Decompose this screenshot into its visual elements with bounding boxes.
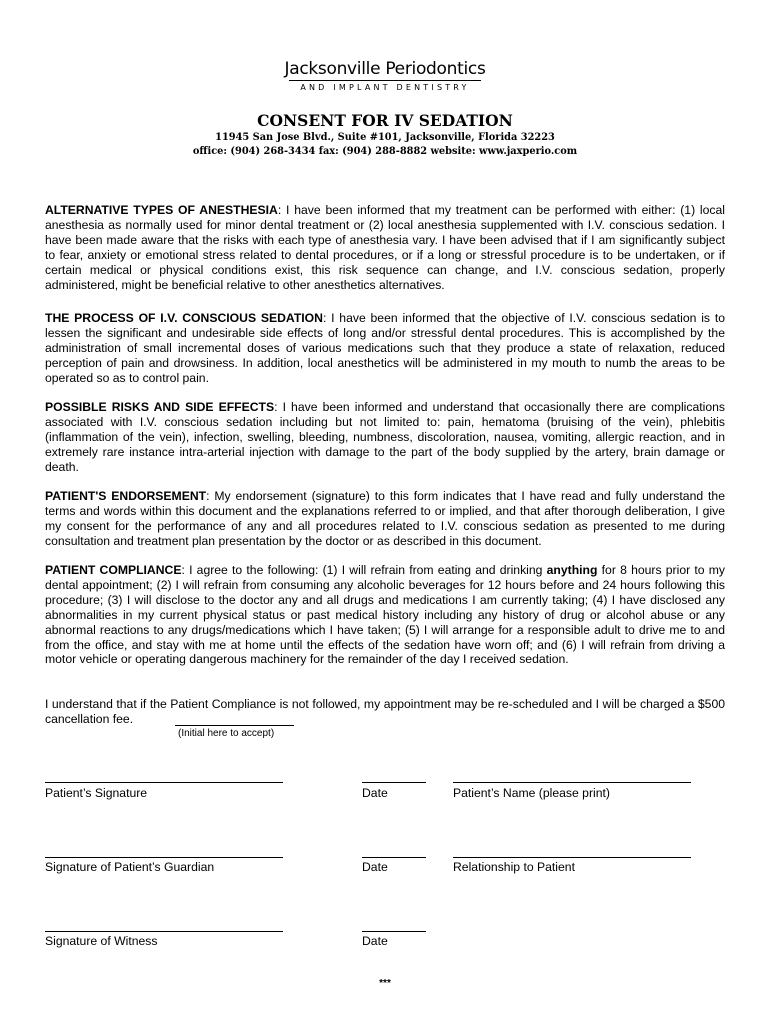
- section-text: : I have been informed that my treatment can be performed with either: (1) local anesthesia as normally used for minor dental treatment or (2) local anesthesia supplemented with I.V. conscious sedation. I have been made aware that the risks with each type of anesthesia vary. I have been advised that if I am significantly subject to fear, anxiety or emotional stress related to dental procedures, or if a long or stressful procedure is to be undertaken, or if certain medical or physical conditions exist, this risk sequence can change, and I.V. conscious sedation, properly administered, might be beneficial relative to other anesthetics alternatives.: [45, 203, 725, 292]
- practice-address: 11945 San Jose Blvd., Suite #101, Jacksonville, Florida 32223: [215, 132, 555, 143]
- guardian-signature-label: Signature of Patient’s Guardian: [45, 860, 215, 874]
- relationship-label: Relationship to Patient: [453, 860, 575, 874]
- initial-label: (Initial here to accept): [178, 728, 275, 739]
- section-text: : My endorsement (signature) to this form indicates that I have read and fully understand the terms and words within this document and the explanations referred to or implied, and that after thorough deliberation, I give my consent for the performance of any and all procedures related to I.V. conscious sedation as presented to me during consultation and treatment plan presentation by the doctor or as described in this document.: [45, 489, 725, 548]
- section-heading: ALTERNATIVE TYPES OF ANESTHESIA: [45, 203, 278, 217]
- emphasis-text: anything: [546, 563, 598, 577]
- section-heading: PATIENT'S ENDORSEMENT: [45, 489, 207, 503]
- practice-logo-name: Jacksonville Periodontics: [284, 59, 486, 79]
- patient-signature-label: Patient’s Signature: [45, 786, 148, 800]
- section-heading: POSSIBLE RISKS AND SIDE EFFECTS: [45, 400, 275, 414]
- section-heading: THE PROCESS OF I.V. CONSCIOUS SEDATION: [45, 311, 323, 325]
- cancellation-text: I understand that if the Patient Compliance is not followed, my appointment may be re-scheduled and I will be charged a $500 cancellation fee.: [45, 697, 725, 726]
- practice-contact: office: (904) 268-3434 fax: (904) 288-8882 website: www.jaxperio.com: [192, 146, 578, 157]
- section-text: : I have been informed that the objective of I.V. conscious sedation is to lessen the significant and undesirable side effects of long and/or stressful dental procedures. This is accomplished by the administration of small incremental doses of various medications such that they produce a state of relaxation, reduced perception of pain and drowsiness. In addition, local anesthetics will be administered in my mouth to numb the areas to be operated so as to control pain.: [45, 311, 725, 385]
- section-text: : I have been informed and understand that occasionally there are complications associated with I.V. conscious sedation including but not limited to: pain, hematoma (bruising of the vein), phlebitis (inflammation of the vein), infection, swelling, bleeding, numbness, discoloration, nausea, vomiting, allergic reaction, and in extremely rare instance intra-arterial injection with damage to the part of the body supplied by the artery, brain damage or death.: [45, 400, 725, 474]
- patient-name-field[interactable]: [453, 782, 691, 783]
- section-patient-endorsement: [45, 489, 725, 549]
- practice-logo-tagline: AND IMPLANT DENTISTRY: [300, 83, 470, 92]
- section-alternative-anesthesia: [45, 203, 725, 292]
- date-field-2[interactable]: [362, 857, 426, 858]
- section-text: for 8 hours prior to my dental appointment; (2) I will refrain from consuming any alcoholic beverages for 12 hours before and 24 hours following this procedure; (3) I will disclose to the doctor any and all drugs and medications I am currently taking; (4) I have disclosed any abnormalities in my current physical status or past medical history including any history of drug or alcohol abuse or any abnormal reactions to any drugs/medications which I have taken; (5) I will arrange for a responsible adult to drive me to and from the office, and stay with me at home until the effects of the sedation have worn off; and (6) I will refrain from driving a motor vehicle or operating dangerous machinery for the remainder of the day I received sedation.: [45, 563, 725, 667]
- relationship-field[interactable]: [453, 857, 691, 858]
- cancellation-clause: [45, 697, 725, 727]
- witness-signature-label: Signature of Witness: [45, 934, 158, 948]
- section-text: : I agree to the following: (1) I will refrain from eating and drinking: [181, 563, 547, 577]
- date-label-1: Date: [362, 786, 388, 800]
- date-label-2: Date: [362, 860, 388, 874]
- section-risks-side-effects: [45, 400, 725, 475]
- guardian-signature-field[interactable]: [45, 857, 283, 858]
- footer-marker: ***: [379, 978, 391, 989]
- initial-field[interactable]: [175, 725, 294, 726]
- document-title: CONSENT FOR IV SEDATION: [257, 111, 513, 130]
- logo-divider: [289, 80, 481, 81]
- section-heading: PATIENT COMPLIANCE: [45, 563, 182, 577]
- date-field-3[interactable]: [362, 931, 426, 932]
- patient-signature-field[interactable]: [45, 782, 283, 783]
- patient-name-label: Patient’s Name (please print): [453, 786, 610, 800]
- section-patient-compliance: [45, 563, 725, 667]
- date-label-3: Date: [362, 934, 388, 948]
- section-process-sedation: [45, 311, 725, 386]
- witness-signature-field[interactable]: [45, 931, 283, 932]
- date-field-1[interactable]: [362, 782, 426, 783]
